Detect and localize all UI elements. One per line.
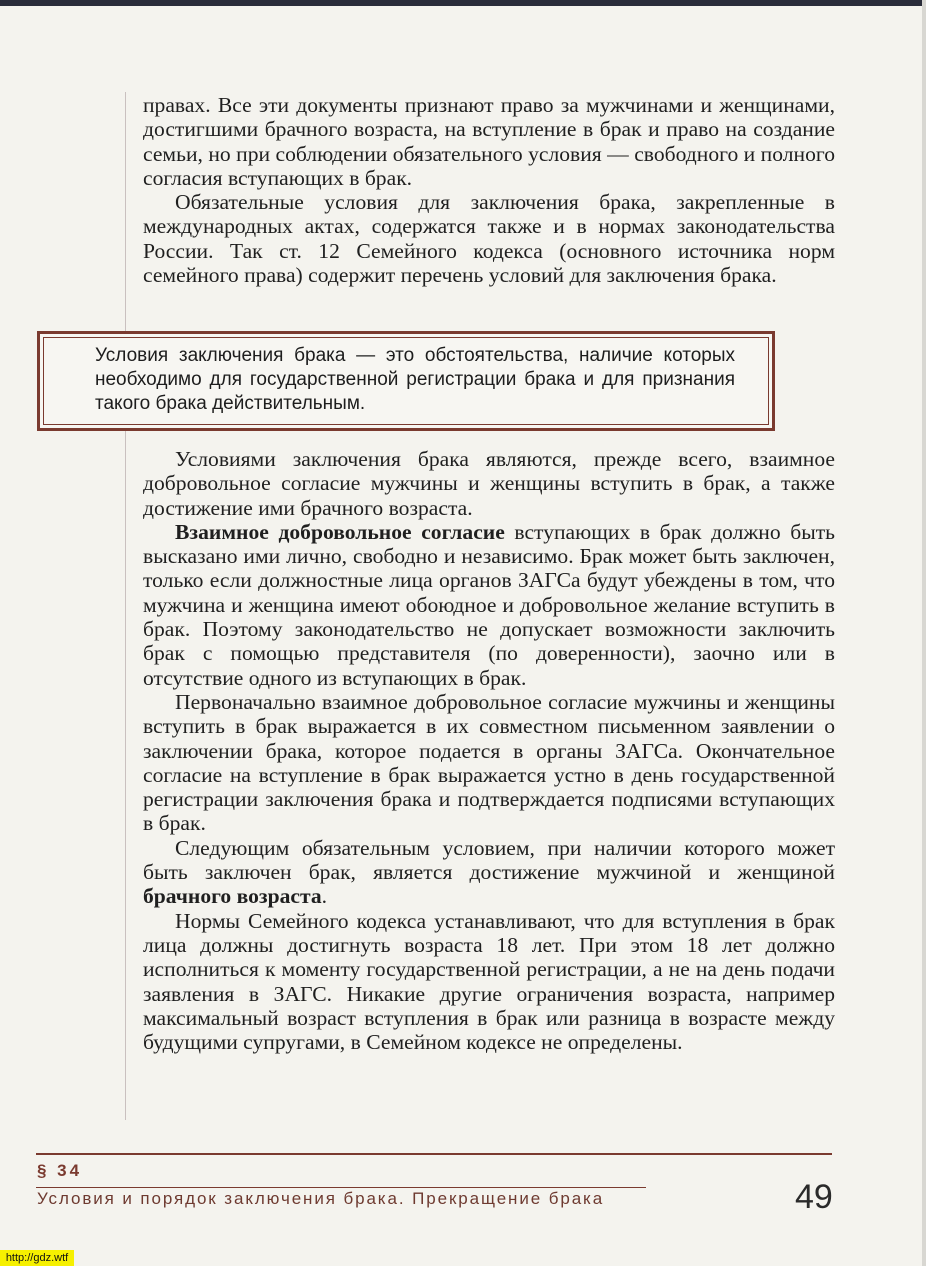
paragraph-conditions: Условиями заключения брака являются, прежде всего, взаимное добровольное согласие мужчины и женщины вступить в брак, а также достижение ими брачного возраста. (143, 447, 835, 520)
top-edge-bar (0, 0, 926, 6)
page-number: 49 (795, 1178, 833, 1216)
paragraph-mutual-consent-body: вступающих в брак должно быть высказано ими лично, свободно и независимо. Брак может быть заключен, только если должностные лица органов ЗАГСа будут убеждены в том, что мужчина и женщина имеют обоюдное и добровольное желание вступить в брак. Поэтому законодательство не допускает возможности заключить брак с помощью представителя (по доверенности), заочно или в отсутствие одного из вступающих в брак. (143, 519, 835, 690)
section-number: § 34 (37, 1161, 83, 1180)
term-marriage-age: брачного возраста (143, 884, 322, 909)
footer-divider (36, 1153, 832, 1155)
paragraph-marriage-age-lead: Следующим обязательным условием, при наличии которого может быть заключен брак, является достижение мужчиной и женщиной (143, 835, 835, 885)
footer-title-rule (36, 1187, 646, 1188)
paragraph-international-acts: Обязательные условия для заключения брака, закрепленные в международных актах, содержатся также и в нормах законодательства России. Так ст. 12 Семейного кодекса (основного источника норм семейного права) содержит перечень условий для заключения брака. (143, 190, 835, 288)
margin-line (125, 92, 126, 1120)
watermark-link[interactable]: http://gdz.wtf (0, 1250, 74, 1266)
paragraph-mutual-consent (143, 520, 835, 690)
paragraph-continuation: правах. Все эти документы признают право за мужчинами и женщинами, достигшими брачного возраста, на вступление в брак и право на создание семьи, но при соблюдении обязательного условия — свободного и полного согласия вступающих в брак. (143, 93, 835, 190)
paragraph-marriage-age-tail: . (321, 884, 328, 909)
text-block-top (143, 93, 835, 287)
definition-text: Условия заключения брака — это обстоятельства, наличие которых необходимо для государственной регистрации брака и для признания такого брака действительным. (95, 345, 735, 414)
paragraph-family-code-norms: Нормы Семейного кодекса устанавливают, что для вступления в брак лица должны достигнуть возраста 18 лет. При этом 18 лет должно исполниться к моменту государственной регистрации, а не на день подачи заявления в ЗАГС. Никакие другие ограничения возраста, например максимальный возраст вступления в брак или разница в возрасте между будущими супругами, в Семейном кодексе не определены. (143, 908, 835, 1055)
term-mutual-consent: Взаимное добровольное согласие (175, 519, 505, 544)
paragraph-marriage-age-condition (143, 836, 835, 909)
page-right-edge (922, 0, 926, 1266)
definition-box (37, 331, 775, 431)
text-block-bottom (143, 447, 835, 1054)
section-title: Условия и порядок заключения брака. Прекращение брака (37, 1189, 605, 1208)
paragraph-initial-consent: Первоначально взаимное добровольное согласие мужчины и женщины вступить в брак выражается в их совместном письменном заявлении о заключении брака, которое подается в органы ЗАГСа. Окончательное согласие на вступление в брак выражается устно в день государственной регистрации заключения брака и подтверждается подписями вступающих в брак. (143, 689, 835, 836)
